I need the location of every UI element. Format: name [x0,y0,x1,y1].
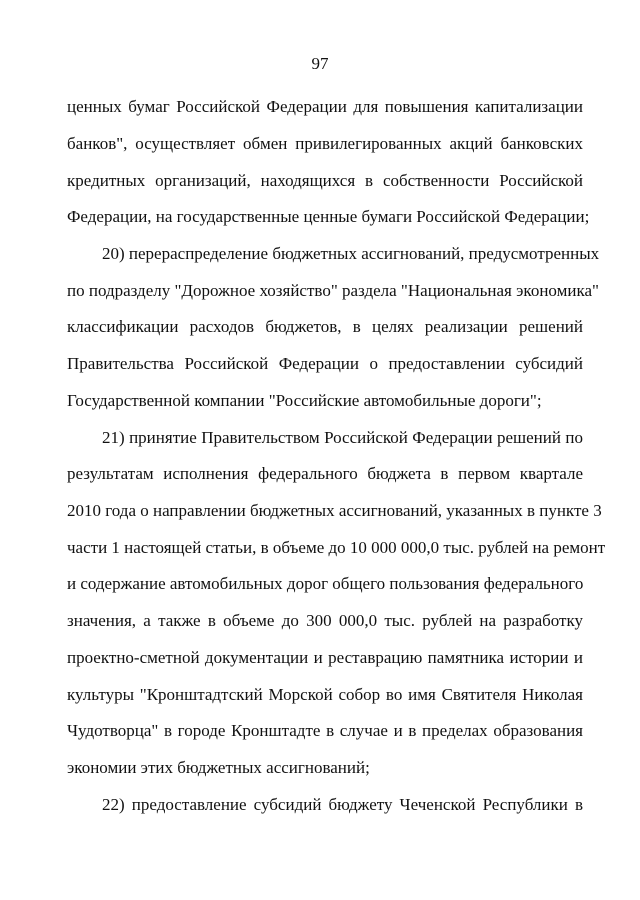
item-20-line-2: по подразделу "Дорожное хозяйство" раздела "Национальная экономика" [67,281,599,300]
item-21-line-1: 21) принятие Правительством Российской Федерации решений по [102,428,583,447]
item-20-line-3: классификации расходов бюджетов, в целях реализации решений [67,317,583,336]
item-21-line-5: и содержание автомобильных дорог общего пользования федерального [67,574,584,593]
item-21-line-3: 2010 года о направлении бюджетных ассигнований, указанных в пункте 3 [67,501,602,520]
item-20-line-4: Правительства Российской Федерации о предоставлении субсидий [67,354,583,373]
item-20-line-5: Государственной компании "Российские автомобильные дороги"; [67,391,542,410]
paragraph-1-line-4: Федерации, на государственные ценные бумаги Российской Федерации; [67,207,590,226]
item-21-line-6: значения, а также в объеме до 300 000,0 тыс. рублей на разработку [67,611,583,630]
item-21-line-4: части 1 настоящей статьи, в объеме до 10 000 000,0 тыс. рублей на ремонт [67,538,606,557]
paragraph-1-line-1: ценных бумаг Российской Федерации для повышения капитализации [67,97,583,116]
item-21-line-10: экономии этих бюджетных ассигнований; [67,758,370,777]
item-22-line-1: 22) предоставление субсидий бюджету Чеченской Республики в [102,795,583,814]
paragraph-1-line-2: банков", осуществляет обмен привилегированных акций банковских [67,134,583,153]
paragraph-1-line-3: кредитных организаций, находящихся в собственности Российской [67,171,583,190]
page-number: 97 [311,54,329,73]
item-21-line-7: проектно-сметной документации и реставрацию памятника истории и [67,648,583,667]
item-21-line-9: Чудотворца" в городе Кронштадте в случае и в пределах образования [67,721,583,740]
item-21-line-2: результатам исполнения федерального бюджета в первом квартале [67,464,583,483]
item-21-line-8: культуры "Кронштадтский Морской собор во имя Святителя Николая [67,685,583,704]
item-20-line-1: 20) перераспределение бюджетных ассигнований, предусмотренных [102,244,600,263]
